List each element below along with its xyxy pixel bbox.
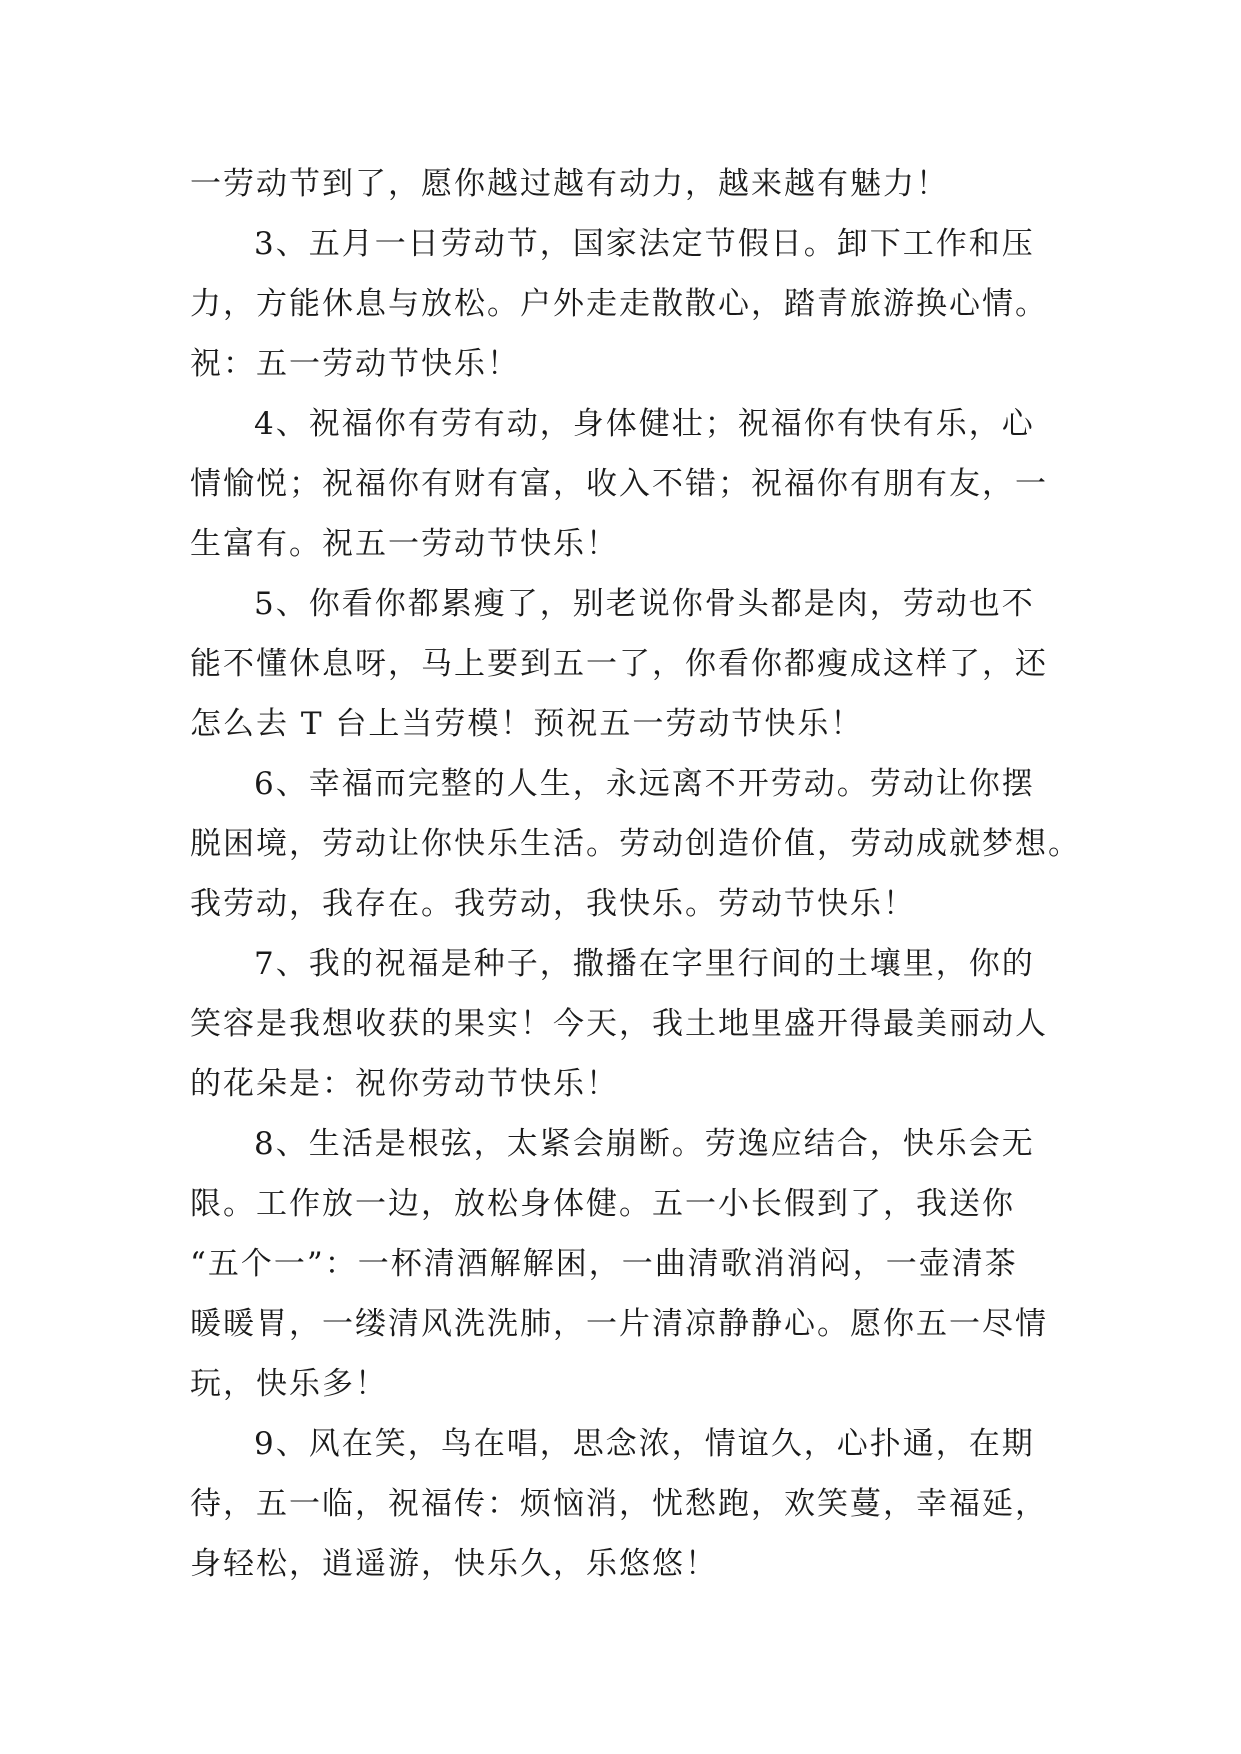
paragraph-3-line: 3、五月一日劳动节，国家法定节假日。卸下工作和压 [254,226,1035,262]
text-line: 笑容是我想收获的果实！今天，我土地里盛开得最美丽动人 [190,1006,1048,1042]
text-line: 怎么去 T 台上当劳模！预祝五一劳动节快乐！ [190,706,864,742]
text-line: 脱困境，劳动让你快乐生活。劳动创造价值，劳动成就梦想。 [190,826,1081,862]
text-line: 待，五一临，祝福传：烦恼消，忧愁跑，欢笑蔓，幸福延， [190,1486,1048,1522]
text-line: 情愉悦；祝福你有财有富，收入不错；祝福你有朋有友，一 [190,466,1048,502]
text-line: 祝：五一劳动节快乐！ [190,346,520,382]
text-line: 暖暖胃，一缕清风洗洗肺，一片清凉静静心。愿你五一尽情 [190,1306,1048,1342]
text-line: 身轻松，逍遥游，快乐久，乐悠悠！ [190,1546,718,1582]
paragraph-9-line: 9、风在笑，鸟在唱，思念浓，情谊久，心扑通，在期 [254,1426,1035,1462]
text-line: 我劳动，我存在。我劳动，我快乐。劳动节快乐！ [190,886,916,922]
paragraph-8-line: 8、生活是根弦，太紧会崩断。劳逸应结合，快乐会无 [254,1126,1035,1162]
text-line: 力，方能休息与放松。户外走走散散心，踏青旅游换心情。 [190,286,1048,322]
text-line: 能不懂休息呀，马上要到五一了，你看你都瘦成这样了，还 [190,646,1048,682]
text-line: 一劳动节到了，愿你越过越有动力，越来越有魅力！ [190,166,949,202]
paragraph-7-line: 7、我的祝福是种子，撒播在字里行间的土壤里，你的 [254,946,1035,982]
text-line: 限。工作放一边，放松身体健。五一小长假到了，我送你 [190,1186,1015,1222]
paragraph-5-line: 5、你看你都累瘦了，别老说你骨头都是肉，劳动也不 [254,586,1035,622]
text-line: 生富有。祝五一劳动节快乐！ [190,526,619,562]
paragraph-6-line: 6、幸福而完整的人生，永远离不开劳动。劳动让你摆 [254,766,1035,802]
text-line: 的花朵是：祝你劳动节快乐！ [190,1066,619,1102]
text-line: “五个一”：一杯清酒解解困，一曲清歌消消闷，一壶清茶 [190,1246,1018,1282]
text-line: 玩，快乐多！ [190,1366,388,1402]
paragraph-4-line: 4、祝福你有劳有动，身体健壮；祝福你有快有乐，心 [254,406,1035,442]
